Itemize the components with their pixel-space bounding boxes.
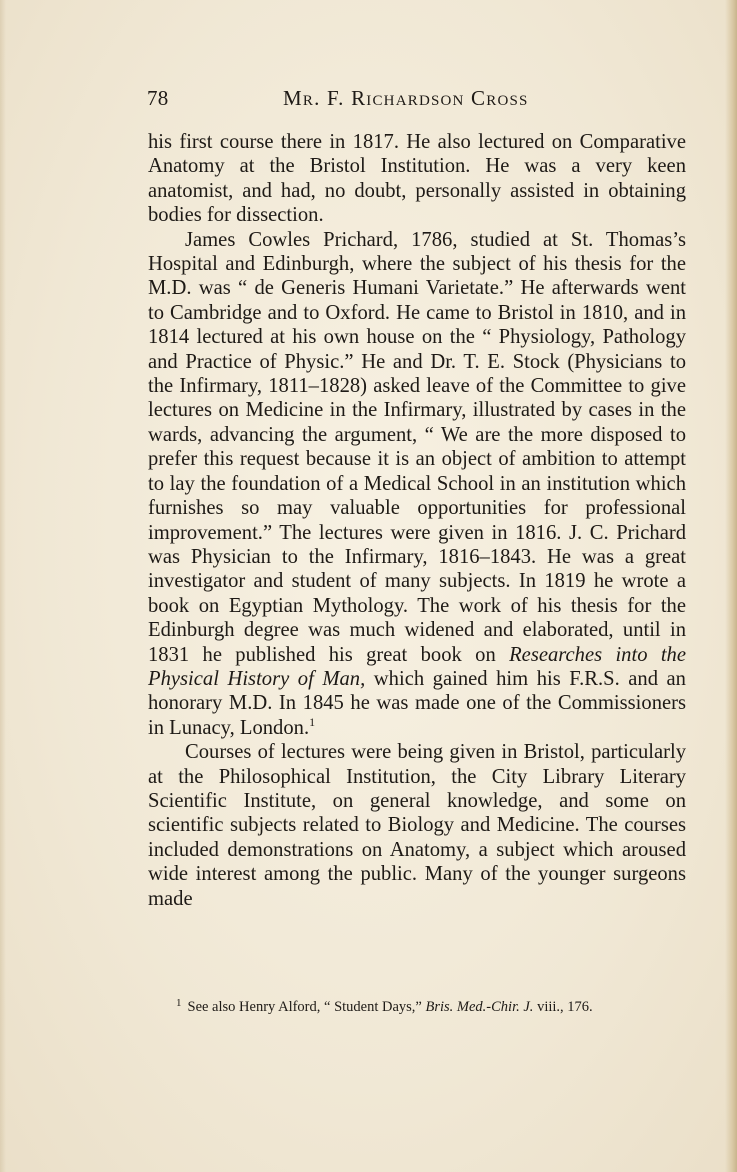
footnote-reference: 1 <box>309 714 316 729</box>
paragraph-2-text-a: James Cowles Prichard, 1786, studied at St. Thomas’s Hospital and Edinburgh, where the subject of his thesis for the M.D. was “ de Generis Humani Varietate.” He afterwards went to Cambridge and to Oxford. He came to Bristol in 1810, and in 1814 lectured at his own house on the “ Physiology, Pathology and Practice of Physic.” He and Dr. T. E. Stock (Physicians to the Infirmary, 1811–1828) asked leave of the Committee to give lectures on Medicine in the Infirmary, illustrated by cases in the wards, advancing the argument, “ We are the more disposed to prefer this request because it is an object of ambition to attempt to lay the foundation of a Medical School in an institution which furnishes so may valuable opportunities for professional improvement.” The lectures were given in 1816. J. C. Prichard was Physician to the Infirmary, 1816–1843. He was a great investigator and student of many subjects. In 1819 he wrote a book on Egyptian Mythology. The work of his thesis for the Edinburgh degree was much widened and elaborated, until in 1831 he published his great book on <box>148 228 686 666</box>
book-title-italic: Researches into the Physical History of Man, <box>148 643 686 690</box>
page-right-edge <box>725 0 737 1172</box>
page-left-shadow <box>0 0 6 1172</box>
running-head <box>147 86 687 112</box>
footnote-journal-italic: Bris. Med.-Chir. J. <box>425 999 534 1015</box>
page-number: 78 <box>147 86 169 110</box>
footnote-text-b: viii., 176. <box>537 999 593 1015</box>
footnote-text-a: See also Henry Alford, “ Student Days,” <box>187 999 422 1015</box>
paragraph-2 <box>148 228 686 741</box>
paragraph-1-text: his first course there in 1817. He also lectured on Comparative Anatomy at the Bristol Institution. He was a very keen anatomist, and had, no doubt, personally assisted in obtaining bodies for dissection. <box>148 131 686 227</box>
paragraph-3 <box>148 740 686 911</box>
paragraph-2-text-b: which gained him his F.R.S. and an honorary M.D. In 1845 he was made one of the Commissioners in Lunacy, London. <box>148 667 686 739</box>
paragraph-1 <box>148 130 686 228</box>
footnote <box>148 998 686 1016</box>
running-title: Mr. F. Richardson Cross <box>283 86 529 110</box>
body-text <box>148 130 686 911</box>
paragraph-3-text: Courses of lectures were being given in Bristol, particularly at the Philosophical Institution, the City Library Literary Scientific Institute, on general knowledge, and some on scientific subjects related to Biology and Medicine. The courses included demonstrations on Anatomy, a subject which aroused wide interest among the public. Many of the younger surgeons made <box>148 741 686 910</box>
footnote-mark: 1 <box>176 997 182 1009</box>
